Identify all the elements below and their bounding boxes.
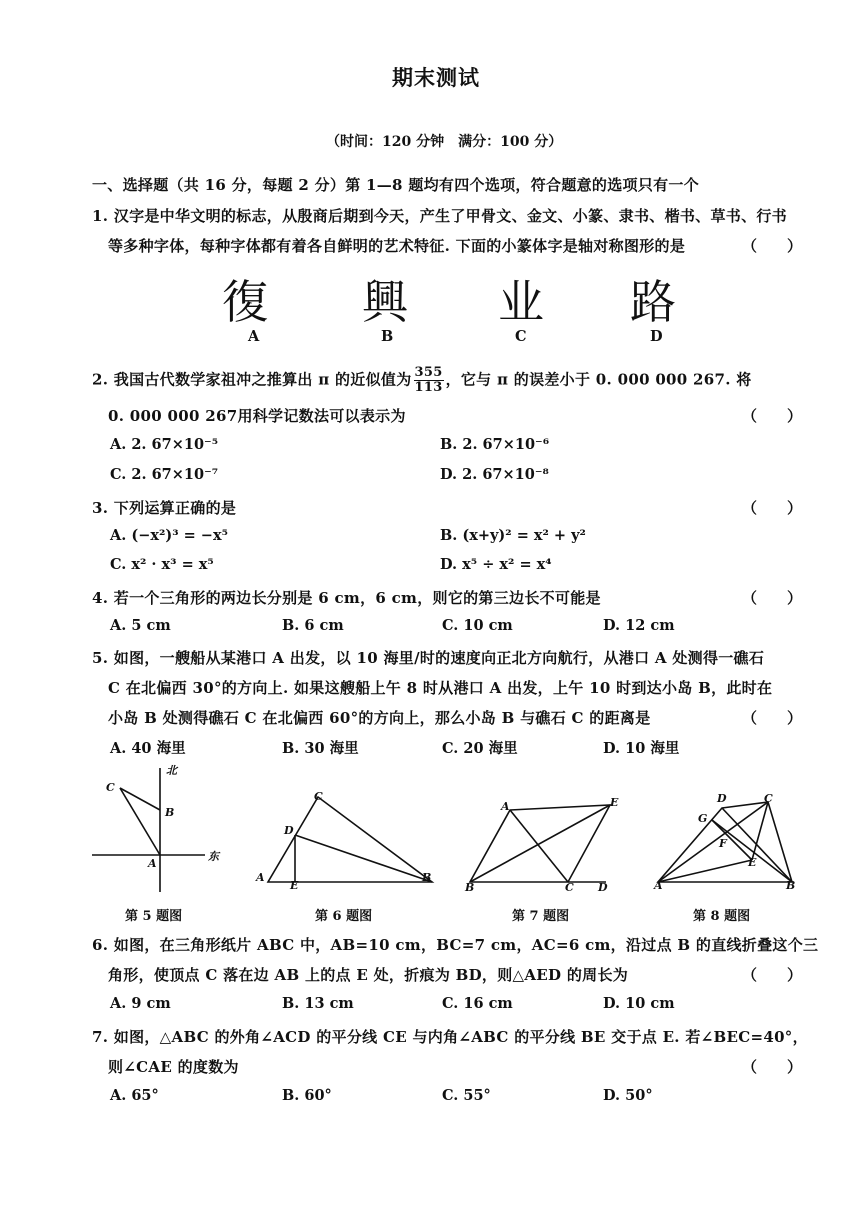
q7-line1: 7. 如图，△ABC 的外角∠ACD 的平分线 CE 与内角∠ABC 的平分线 BE 交于点 E. 若∠BEC=40°， <box>92 1028 808 1046</box>
q7-option-b: B. 60° <box>282 1087 332 1104</box>
q7-option-c: C. 55° <box>442 1087 491 1104</box>
q6-option-a: A. 9 cm <box>110 995 171 1012</box>
q5-line1: 5. 如图，一艘船从某港口 A 出发，以 10 海里/时的速度向正北方向航行，从港口 A 处测得一礁石 <box>92 649 765 667</box>
q2-option-a: A. 2. 67×10⁻⁵ <box>110 436 219 453</box>
q4-answer-paren: （ ） <box>742 589 803 607</box>
q3-option-b: B. (x+y)² = x² + y² <box>440 527 586 544</box>
q5-line3: 小岛 B 处测得礁石 C 在北偏西 60°的方向上，那么小岛 B 与礁石 C 的距离是 <box>108 709 651 727</box>
fig5-line-ca <box>120 788 160 855</box>
q2-line1-part-b: ，它与 π 的误差小于 0. 000 000 267. 将 <box>445 370 752 389</box>
fig7-label-e: E <box>610 796 619 809</box>
q1-line1: 1. 汉字是中华文明的标志，从殷商后期到今天，产生了甲骨文、金文、小篆、隶书、楷书、草书、行书 <box>92 207 787 225</box>
q3-option-a: A. (−x²)³ = −x⁵ <box>110 527 228 544</box>
q1-answer-paren: （ ） <box>742 237 803 255</box>
fig8-line-ac <box>658 802 768 882</box>
fig6-label-c: C <box>314 790 323 803</box>
fig8-label-g: G <box>698 812 708 825</box>
figures-row <box>0 760 868 900</box>
q7-option-a: A. 65° <box>110 1087 159 1104</box>
q4-option-a: A. 5 cm <box>110 617 171 634</box>
q4-line1: 4. 若一个三角形的两边长分别是 6 cm，6 cm，则它的第三边长不可能是 <box>92 589 601 607</box>
fig6-label-a: A <box>256 871 265 884</box>
fig7-line-ac <box>510 810 568 882</box>
fig6-label-d: D <box>284 824 294 837</box>
exam-subtitle: （时间：120 分钟 满分：100 分） <box>326 134 563 150</box>
q5-option-c: C. 20 海里 <box>442 740 518 757</box>
q1-label-d: D <box>650 328 663 345</box>
q2-option-d: D. 2. 67×10⁻⁸ <box>440 466 549 483</box>
fig5-east-label: 东 <box>208 850 219 863</box>
fig8-line-gb <box>712 820 792 882</box>
fig8-label-e: E <box>748 856 757 869</box>
q6-line2: 角形，使顶点 C 落在边 AB 上的点 E 处，折痕为 BD，则△AED 的周长为 <box>108 966 629 984</box>
fig5-caption: 第 5 题图 <box>125 909 183 924</box>
q4-option-b: B. 6 cm <box>282 617 344 634</box>
q5-option-b: B. 30 海里 <box>282 740 359 757</box>
fig6-triangle-abc <box>268 797 432 882</box>
q6-option-d: D. 10 cm <box>603 995 675 1012</box>
fig5-label-c: C <box>106 781 115 794</box>
q4-option-d: D. 12 cm <box>603 617 675 634</box>
fig5-label-a: A <box>148 857 157 870</box>
section-header: 一、选择题（共 16 分，每题 2 分）第 1—8 题均有四个选项，符合题意的选项只有一个 <box>92 176 700 194</box>
fig7-label-d: D <box>598 881 608 894</box>
q2-fraction <box>414 366 444 395</box>
fig8-label-f: F <box>719 837 727 850</box>
q1-label-c: C <box>515 328 527 345</box>
fig7-label-a: A <box>501 800 510 813</box>
q2-option-c: C. 2. 67×10⁻⁷ <box>110 466 219 483</box>
q5-option-a: A. 40 海里 <box>110 740 186 757</box>
fig6-label-b: B <box>422 871 432 884</box>
q2-fraction-numerator: 355 <box>414 365 443 380</box>
q1-line2: 等多种字体，每种字体都有着各自鲜明的艺术特征. 下面的小篆体字是轴对称图形的是 <box>108 237 686 255</box>
page-title: 期末测试 <box>392 66 480 90</box>
q2-line2: 0. 000 000 267用科学记数法可以表示为 <box>108 407 406 425</box>
q2-fraction-denominator: 113 <box>414 380 443 395</box>
q7-line2: 则∠CAE 的度数为 <box>108 1058 239 1076</box>
q6-answer-paren: （ ） <box>742 966 803 984</box>
q7-option-d: D. 50° <box>603 1087 653 1104</box>
q3-answer-paren: （ ） <box>742 499 803 517</box>
fig8-line-ce <box>752 802 768 860</box>
q1-label-b: B <box>381 328 394 345</box>
fig7-caption: 第 7 题图 <box>512 909 570 924</box>
q6-line1: 6. 如图，在三角形纸片 ABC 中，AB=10 cm，BC=7 cm，AC=6 cm，沿过点 B 的直线折叠这个三 <box>92 936 819 954</box>
q1-glyph-c: 业 <box>498 275 544 329</box>
fig8-line-ge <box>712 820 752 860</box>
fig5-north-label: 北 <box>166 764 177 777</box>
fig6-caption: 第 6 题图 <box>315 909 373 924</box>
q3-option-c: C. x² · x³ = x⁵ <box>110 556 214 573</box>
q7-answer-paren: （ ） <box>742 1058 803 1076</box>
q2-option-b: B. 2. 67×10⁻⁶ <box>440 436 550 453</box>
q2-line1-part-a: 2. 我国古代数学家祖冲之推算出 π 的近似值为 <box>92 370 412 389</box>
fig8-label-d: D <box>717 792 727 805</box>
q1-glyph-b: 興 <box>362 275 408 329</box>
q3-option-d: D. x⁵ ÷ x² = x⁴ <box>440 556 552 573</box>
q1-label-a: A <box>248 328 260 345</box>
fig5-label-b: B <box>165 806 175 819</box>
q1-glyph-a: 復 <box>222 275 268 329</box>
q6-option-c: C. 16 cm <box>442 995 513 1012</box>
q2-line1 <box>92 366 752 395</box>
fig8-caption: 第 8 题图 <box>693 909 751 924</box>
q2-answer-paren: （ ） <box>742 407 803 425</box>
fig8-label-c: C <box>764 792 773 805</box>
q3-line1: 3. 下列运算正确的是 <box>92 499 237 517</box>
fig7-label-b: B <box>465 881 475 894</box>
fig8-label-b: B <box>786 879 796 892</box>
q4-option-c: C. 10 cm <box>442 617 513 634</box>
q5-option-d: D. 10 海里 <box>603 740 680 757</box>
q5-answer-paren: （ ） <box>742 709 803 727</box>
q5-line2: C 在北偏西 30°的方向上. 如果这艘船上午 8 时从港口 A 出发，上午 10 时到达小岛 B，此时在 <box>108 679 773 697</box>
q6-option-b: B. 13 cm <box>282 995 354 1012</box>
fig7-label-c: C <box>565 881 574 894</box>
fig6-fold-bd <box>295 835 432 882</box>
fig8-label-a: A <box>654 879 663 892</box>
fig6-label-e: E <box>290 879 299 892</box>
q1-glyph-d: 路 <box>630 275 676 329</box>
